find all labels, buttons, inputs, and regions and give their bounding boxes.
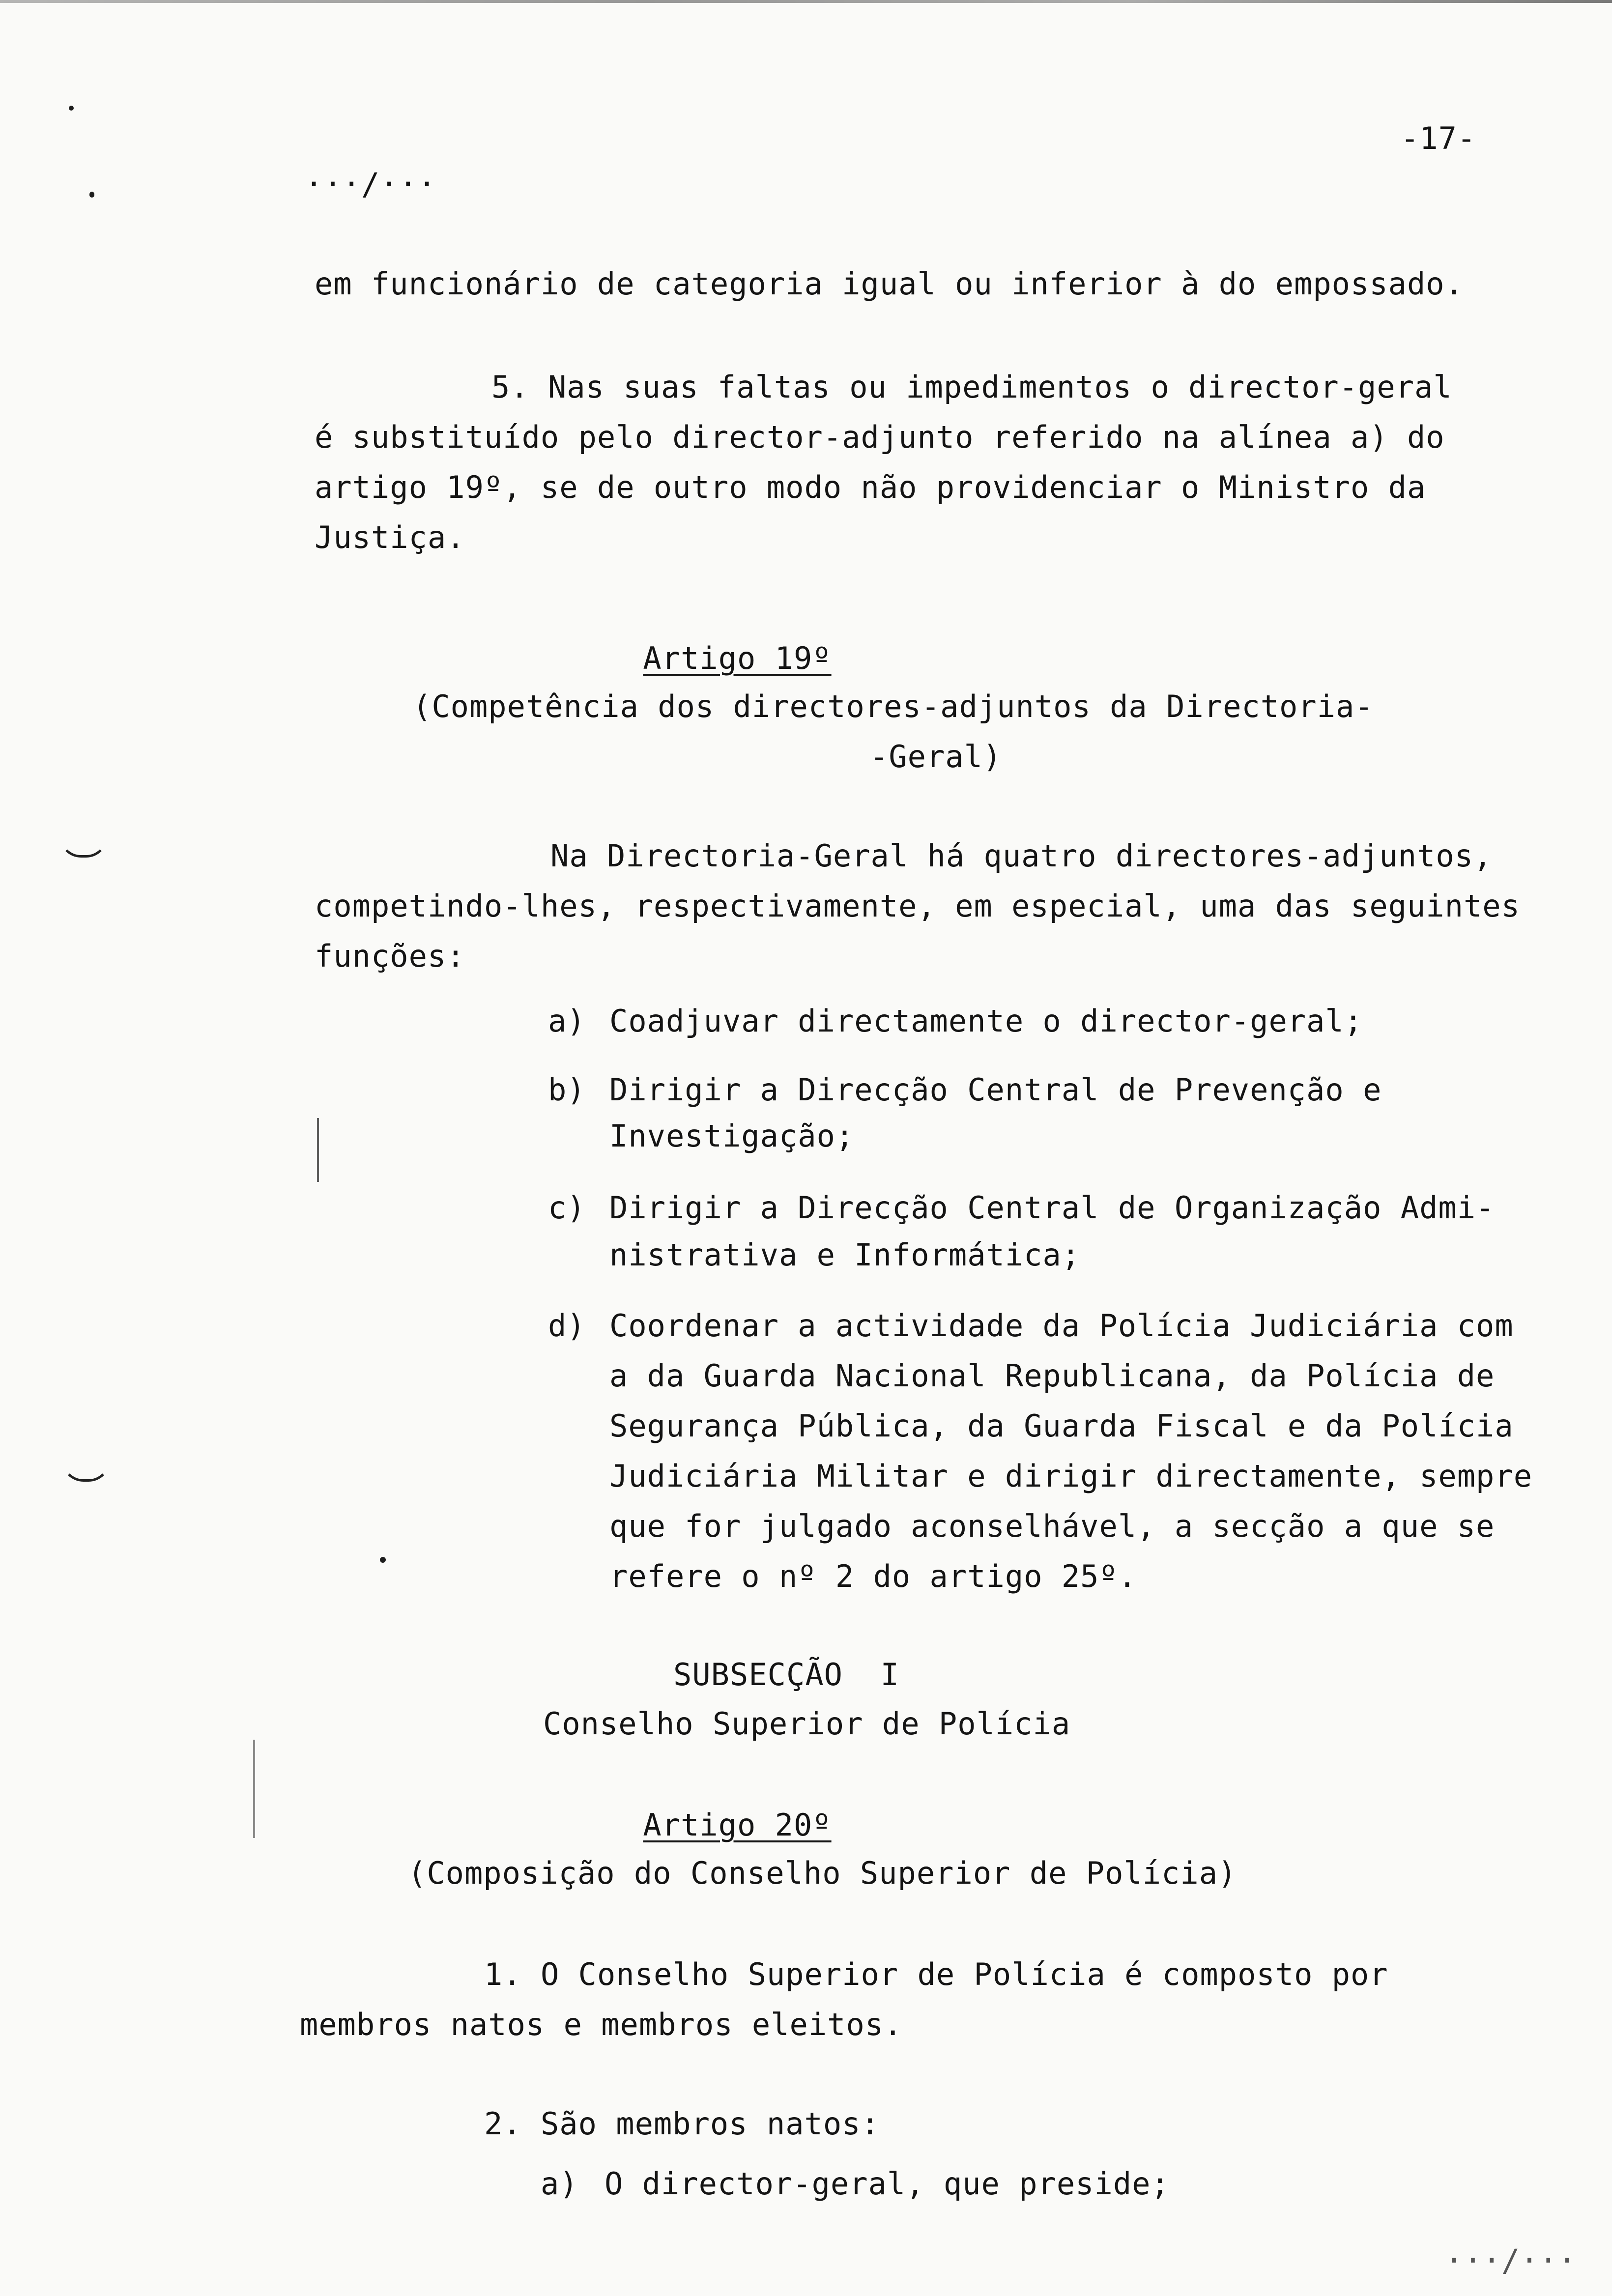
scan-speck: [89, 192, 94, 198]
art20-item-a-label: a): [541, 2166, 578, 2202]
art19-body-line1: Na Directoria-Geral há quatro directores-adjuntos,: [550, 838, 1493, 874]
art19-item-d-line4: Judiciária Militar e dirigir directamente, sempre: [609, 1458, 1533, 1494]
art20-para1-line2: membros natos e membros eleitos.: [300, 2007, 903, 2042]
art19-subtitle-line2: -Geral): [870, 739, 1002, 775]
art19-item-d-line2: a da Guarda Nacional Republicana, da Polícia de: [609, 1358, 1495, 1394]
art19-item-c-line2: nistrativa e Informática;: [609, 1237, 1081, 1273]
art19-item-b-line2: Investigação;: [609, 1118, 855, 1154]
art20-item-a-text: O director-geral, que preside;: [604, 2166, 1170, 2202]
art19-item-b-label: b): [548, 1072, 586, 1108]
art19-item-d-line5: que for julgado aconselhável, a secção a que se: [609, 1508, 1495, 1544]
punch-hole-arc-lower: [61, 1460, 111, 1482]
page-number: -17-: [1401, 120, 1476, 156]
art19-item-c-label: c): [548, 1190, 586, 1226]
art20-heading: Artigo 20º: [643, 1807, 832, 1843]
subsection-title: Conselho Superior de Polícia: [543, 1706, 1071, 1742]
para5-line2: é substituído pelo director-adjunto referido na alínea a) do: [315, 419, 1445, 455]
art19-body-line2: competindo-lhes, respectivamente, em especial, uma das seguintes: [315, 888, 1520, 924]
continuation-mark-bottom: ···/···: [1445, 2242, 1577, 2278]
para5-line3: artigo 19º, se de outro modo não providenciar o Ministro da: [315, 469, 1426, 505]
punch-hole-arc-upper: [59, 835, 108, 858]
art20-para1-line1: 1. O Conselho Superior de Polícia é composto por: [484, 1956, 1388, 1992]
subsection-label: SUBSECÇÃO I: [673, 1657, 899, 1693]
art19-item-d-line1: Coordenar a actividade da Polícia Judiciária com: [609, 1308, 1514, 1344]
art19-subtitle-line1: (Competência dos directores-adjuntos da Directoria-: [413, 689, 1374, 724]
scan-speck: [69, 106, 74, 111]
scan-speck: [380, 1557, 386, 1563]
art19-item-d-line3: Segurança Pública, da Guarda Fiscal e da Polícia: [609, 1408, 1514, 1444]
margin-pen-stroke: [317, 1118, 319, 1182]
art20-subtitle: (Composição do Conselho Superior de Polícia): [408, 1855, 1237, 1891]
para5-line4: Justiça.: [315, 519, 465, 555]
art19-body-line3: funções:: [315, 938, 465, 974]
art19-item-a-line1: Coadjuvar directamente o director-geral;: [609, 1003, 1363, 1039]
continuation-mark-top: ···/···: [305, 166, 437, 202]
para5-line1: 5. Nas suas faltas ou impedimentos o director-geral: [491, 369, 1452, 405]
art19-item-a-label: a): [548, 1003, 586, 1039]
art20-para2: 2. São membros natos:: [484, 2106, 880, 2142]
art19-item-d-line6: refere o nº 2 do artigo 25º.: [609, 1558, 1137, 1594]
art19-heading: Artigo 19º: [643, 640, 832, 676]
intro-line: em funcionário de categoria igual ou inferior à do empossado.: [315, 266, 1464, 302]
top-scan-edge: [0, 0, 1612, 3]
margin-scan-dots: [253, 1740, 255, 1838]
art19-item-d-label: d): [548, 1308, 586, 1344]
art19-item-c-line1: Dirigir a Direcção Central de Organização Admi-: [609, 1190, 1495, 1226]
art19-item-b-line1: Dirigir a Direcção Central de Prevenção e: [609, 1072, 1382, 1108]
